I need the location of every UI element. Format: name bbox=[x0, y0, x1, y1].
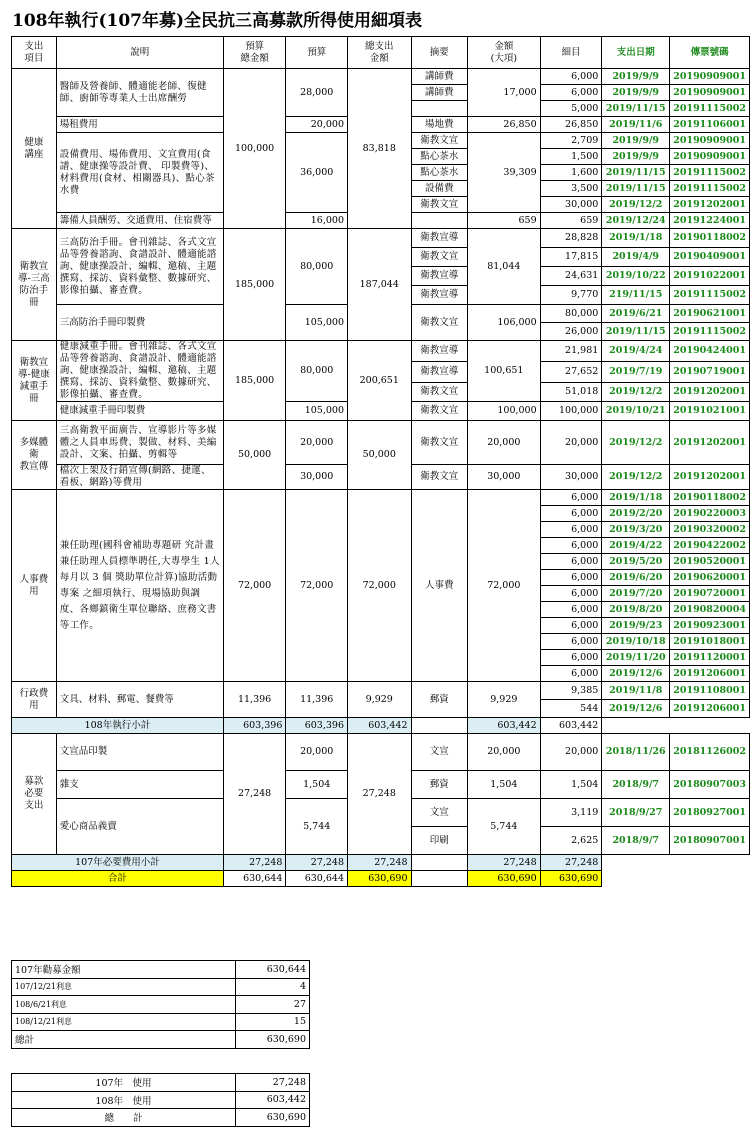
detail-cell: 51,018 bbox=[540, 383, 602, 402]
category-weightloss: 衛教宣 導-健康 減重手冊 bbox=[12, 341, 57, 421]
detail-cell: 6,000 bbox=[540, 650, 602, 666]
date-cell: 2019/7/19 bbox=[602, 362, 670, 383]
empty-cell bbox=[670, 871, 750, 887]
detail-cell: 6,000 bbox=[540, 69, 602, 85]
summary-cell: 點心茶水 bbox=[411, 165, 467, 181]
date-cell: 2019/2/20 bbox=[602, 506, 670, 522]
detail-cell: 1,500 bbox=[540, 149, 602, 165]
voucher-cell: 20190923001 bbox=[670, 618, 750, 634]
date-cell: 2019/12/6 bbox=[602, 700, 670, 718]
table-row bbox=[12, 1031, 310, 1049]
detail-cell: 30,000 bbox=[540, 465, 602, 490]
detail-cell: 30,000 bbox=[540, 197, 602, 213]
subtotal-budget-total: 603,396 bbox=[223, 718, 286, 734]
total-spent-cell: 27,248 bbox=[348, 734, 411, 855]
summary-cell: 衛教宣導 bbox=[411, 267, 467, 286]
table-row bbox=[12, 1013, 310, 1031]
amount-cell: 26,850 bbox=[467, 117, 540, 133]
date-cell: 2019/9/9 bbox=[602, 85, 670, 101]
date-cell: 2018/9/7 bbox=[602, 827, 670, 855]
date-cell: 2019/7/20 bbox=[602, 586, 670, 602]
header-amount: 金額 (大項) bbox=[467, 37, 540, 69]
empty-cell bbox=[602, 855, 670, 871]
budget-cell: 20,000 bbox=[286, 421, 348, 465]
summary-cell: 衛教宣導 bbox=[411, 341, 467, 362]
date-cell: 2019/11/15 bbox=[602, 101, 670, 117]
table-row bbox=[12, 341, 750, 362]
date-cell: 2019/10/21 bbox=[602, 402, 670, 421]
summary-cell bbox=[411, 101, 467, 117]
category-admin: 行政費用 bbox=[12, 682, 57, 718]
detail-cell: 3,500 bbox=[540, 181, 602, 197]
summary-cell: 衛教文宣 bbox=[411, 383, 467, 402]
budget-total-cell: 185,000 bbox=[223, 229, 286, 341]
summary-cell: 衛教宣導 bbox=[411, 229, 467, 248]
voucher-cell: 20190719001 bbox=[670, 362, 750, 383]
voucher-cell: 20190118002 bbox=[670, 490, 750, 506]
date-cell: 2019/1/18 bbox=[602, 490, 670, 506]
date-cell: 2019/8/20 bbox=[602, 602, 670, 618]
category-fundraising: 募款 必要 支出 bbox=[12, 734, 57, 855]
desc-cell: 場租費用 bbox=[56, 117, 223, 133]
summary-cell: 文宣 bbox=[411, 734, 467, 771]
voucher-cell: 20190620001 bbox=[670, 570, 750, 586]
detail-cell: 6,000 bbox=[540, 506, 602, 522]
total-spent-cell: 72,000 bbox=[348, 490, 411, 682]
desc-cell: 文具、材料、郵電、餐費等 bbox=[56, 682, 223, 718]
budget-cell: 36,000 bbox=[286, 133, 348, 213]
donation-value: 27 bbox=[236, 996, 310, 1014]
usage-value: 630,690 bbox=[236, 1109, 310, 1127]
subtotal-total-spent: 27,248 bbox=[348, 855, 411, 871]
desc-cell: 兼任助理(國科會補助專題研 究計畫兼任助理人員標準聘任,大專學生 1人每月以 3 個 獎助單位計算)協助活動專案 之細項執行、現場協助與調 度、各鄉鎮衛生單位聯絡、庶務文書等工作。 bbox=[56, 490, 223, 682]
desc-cell: 愛心商品義賣 bbox=[56, 799, 223, 855]
category-media: 多媒體衛 教宣傳 bbox=[12, 421, 57, 490]
empty-cell bbox=[411, 855, 467, 871]
donation-label: 108/6/21利息 bbox=[12, 996, 236, 1014]
desc-cell: 籌備人員酬勞、交通費用、住宿費等 bbox=[56, 213, 223, 229]
summary-cell: 衛教文宣 bbox=[411, 248, 467, 267]
date-cell: 2019/12/6 bbox=[602, 666, 670, 682]
subtotal-amount: 27,248 bbox=[467, 855, 540, 871]
detail-cell: 6,000 bbox=[540, 634, 602, 650]
voucher-cell: 20181126002 bbox=[670, 734, 750, 771]
total-row bbox=[12, 871, 750, 887]
empty-cell bbox=[602, 718, 670, 734]
voucher-cell: 20190720001 bbox=[670, 586, 750, 602]
date-cell: 2019/11/15 bbox=[602, 165, 670, 181]
table-row bbox=[12, 421, 750, 465]
subtotal-label: 108年執行小計 bbox=[12, 718, 224, 734]
detail-cell: 659 bbox=[540, 213, 602, 229]
voucher-cell: 20190909001 bbox=[670, 133, 750, 149]
header-budget-total: 預算 總金額 bbox=[223, 37, 286, 69]
voucher-cell: 20190220003 bbox=[670, 506, 750, 522]
total-detail: 630,690 bbox=[540, 871, 602, 887]
table-row bbox=[12, 682, 750, 700]
detail-cell: 6,000 bbox=[540, 586, 602, 602]
voucher-cell: 20190820004 bbox=[670, 602, 750, 618]
donation-table bbox=[11, 960, 310, 1049]
summary-cell: 衛教文宣 bbox=[411, 133, 467, 149]
summary-cell: 衛教文宣 bbox=[411, 421, 467, 465]
detail-cell: 2,625 bbox=[540, 827, 602, 855]
summary-cell: 衛教文宣 bbox=[411, 305, 467, 341]
expense-table bbox=[11, 36, 750, 887]
total-label: 合計 bbox=[12, 871, 224, 887]
summary-cell: 衛教宣導 bbox=[411, 286, 467, 305]
voucher-cell: 20191202001 bbox=[670, 383, 750, 402]
date-cell: 2019/6/20 bbox=[602, 570, 670, 586]
amount-cell: 5,744 bbox=[467, 799, 540, 855]
page-title: 108年執行(107年募)全民抗三高募款所得使用細項表 bbox=[12, 11, 423, 31]
date-cell: 2019/4/22 bbox=[602, 538, 670, 554]
desc-cell: 文宣品印製 bbox=[56, 734, 223, 771]
voucher-cell: 20191206001 bbox=[670, 666, 750, 682]
desc-cell: 健康減重手冊。會刊雜誌、各式文宣品等營養諮詢、食譜設計、體適能諮詢、健康操設計、編輯、邀稿、主題撰寫、採訪、資料彙整、數據研究、影像拍攝、審查費。 bbox=[56, 341, 223, 402]
detail-cell: 26,850 bbox=[540, 117, 602, 133]
amount-cell: 39,309 bbox=[467, 133, 540, 213]
summary-cell: 場地費 bbox=[411, 117, 467, 133]
voucher-cell: 20191115002 bbox=[670, 181, 750, 197]
detail-cell: 80,000 bbox=[540, 305, 602, 323]
voucher-cell: 20190909001 bbox=[670, 69, 750, 85]
total-budget: 630,644 bbox=[286, 871, 348, 887]
total-spent: 630,690 bbox=[348, 871, 411, 887]
desc-cell: 三高防治手冊。會刊雜誌、各式文宣品等營養諮詢、食譜設計、體適能諮詢、健康操設計、編輯、邀稿、主題撰寫、採訪、資料彙整、數據研究、影像拍攝、審查費。 bbox=[56, 229, 223, 305]
summary-cell: 講師費 bbox=[411, 85, 467, 101]
budget-cell: 11,396 bbox=[286, 682, 348, 718]
summary-cell bbox=[411, 213, 467, 229]
donation-value: 15 bbox=[236, 1013, 310, 1031]
detail-cell: 6,000 bbox=[540, 490, 602, 506]
voucher-cell: 20191206001 bbox=[670, 700, 750, 718]
detail-cell: 17,815 bbox=[540, 248, 602, 267]
summary-cell: 衛教文宣 bbox=[411, 465, 467, 490]
empty-cell bbox=[411, 871, 467, 887]
date-cell: 2019/9/23 bbox=[602, 618, 670, 634]
date-cell: 2019/11/15 bbox=[602, 181, 670, 197]
summary-cell: 設備費 bbox=[411, 181, 467, 197]
desc-cell: 設備費用、場佈費用、文宣費用(食譜、健康操等設計費、 印製費等)、材料費用(食材、相關器具)、點心茶水費 bbox=[56, 133, 223, 213]
detail-cell: 28,828 bbox=[540, 229, 602, 248]
budget-total-cell: 185,000 bbox=[223, 341, 286, 421]
detail-cell: 27,652 bbox=[540, 362, 602, 383]
voucher-cell: 20191018001 bbox=[670, 634, 750, 650]
date-cell: 2019/6/21 bbox=[602, 305, 670, 323]
amount-cell: 659 bbox=[467, 213, 540, 229]
date-cell: 2019/10/18 bbox=[602, 634, 670, 650]
table-row bbox=[12, 1091, 310, 1109]
detail-cell: 544 bbox=[540, 700, 602, 718]
summary-cell: 衛教文宣 bbox=[411, 197, 467, 213]
voucher-cell: 20180907001 bbox=[670, 827, 750, 855]
voucher-cell: 20190909001 bbox=[670, 149, 750, 165]
detail-cell: 2,709 bbox=[540, 133, 602, 149]
usage-value: 27,248 bbox=[236, 1074, 310, 1092]
date-cell: 2019/12/2 bbox=[602, 383, 670, 402]
voucher-cell: 20191120001 bbox=[670, 650, 750, 666]
date-cell: 2019/5/20 bbox=[602, 554, 670, 570]
date-cell: 2018/11/26 bbox=[602, 734, 670, 771]
detail-cell: 6,000 bbox=[540, 538, 602, 554]
donation-value: 4 bbox=[236, 978, 310, 996]
voucher-cell: 20190118002 bbox=[670, 229, 750, 248]
subtotal-amount: 603,442 bbox=[467, 718, 540, 734]
date-cell: 2019/11/8 bbox=[602, 682, 670, 700]
desc-cell: 三高衛教平面廣告、宣導影片等多媒體之人員車馬費、製做、材料、美編設計、文案、拍攝、剪輯等 bbox=[56, 421, 223, 465]
header-voucher: 傳票號碼 bbox=[670, 37, 750, 69]
amount-cell: 100,000 bbox=[467, 402, 540, 421]
usage-label: 107年 使用 bbox=[12, 1074, 236, 1092]
amount-cell: 9,929 bbox=[467, 682, 540, 718]
detail-cell: 1,600 bbox=[540, 165, 602, 181]
budget-total-cell: 11,396 bbox=[223, 682, 286, 718]
header-summary: 摘要 bbox=[411, 37, 467, 69]
donation-value: 630,690 bbox=[236, 1031, 310, 1049]
detail-cell: 1,504 bbox=[540, 771, 602, 799]
usage-label: 108年 使用 bbox=[12, 1091, 236, 1109]
budget-cell: 80,000 bbox=[286, 229, 348, 305]
voucher-cell: 20190621001 bbox=[670, 305, 750, 323]
detail-cell: 3,119 bbox=[540, 799, 602, 827]
summary-cell: 郵資 bbox=[411, 771, 467, 799]
table-row bbox=[12, 490, 750, 506]
desc-cell: 三高防治手冊印製費 bbox=[56, 305, 223, 341]
empty-cell bbox=[670, 718, 750, 734]
budget-total-cell: 50,000 bbox=[223, 421, 286, 490]
detail-cell: 20,000 bbox=[540, 734, 602, 771]
voucher-cell: 20190320002 bbox=[670, 522, 750, 538]
detail-cell: 24,631 bbox=[540, 267, 602, 286]
detail-cell: 9,385 bbox=[540, 682, 602, 700]
budget-cell: 20,000 bbox=[286, 734, 348, 771]
usage-value: 603,442 bbox=[236, 1091, 310, 1109]
amount-cell: 20,000 bbox=[467, 734, 540, 771]
summary-cell: 衛教文宣 bbox=[411, 402, 467, 421]
budget-cell: 28,000 bbox=[286, 69, 348, 117]
amount-cell: 17,000 bbox=[467, 69, 540, 117]
subtotal-107-row bbox=[12, 855, 750, 871]
voucher-cell: 20180907003 bbox=[670, 771, 750, 799]
date-cell: 2019/12/24 bbox=[602, 213, 670, 229]
empty-cell bbox=[602, 871, 670, 887]
total-spent-cell: 187,044 bbox=[348, 229, 411, 341]
total-budget-total: 630,644 bbox=[223, 871, 286, 887]
desc-cell: 檔次上架及行銷宣傳(網路、捷運、看板、網路)等費用 bbox=[56, 465, 223, 490]
subtotal-total-spent: 603,442 bbox=[348, 718, 411, 734]
total-spent-cell: 200,651 bbox=[348, 341, 411, 421]
budget-cell: 20,000 bbox=[286, 117, 348, 133]
date-cell: 2019/11/15 bbox=[602, 323, 670, 341]
detail-cell: 26,000 bbox=[540, 323, 602, 341]
header-date: 支出日期 bbox=[602, 37, 670, 69]
amount-cell: 106,000 bbox=[467, 305, 540, 341]
summary-cell: 講師費 bbox=[411, 69, 467, 85]
date-cell: 2019/4/9 bbox=[602, 248, 670, 267]
header-description: 說明 bbox=[56, 37, 223, 69]
voucher-cell: 20190409001 bbox=[670, 248, 750, 267]
subtotal-budget-total: 27,248 bbox=[223, 855, 286, 871]
budget-cell: 30,000 bbox=[286, 465, 348, 490]
total-amount: 630,690 bbox=[467, 871, 540, 887]
voucher-cell: 20190424001 bbox=[670, 341, 750, 362]
budget-cell: 80,000 bbox=[286, 341, 348, 402]
subtotal-label: 107年必要費用小計 bbox=[12, 855, 224, 871]
table-row bbox=[12, 69, 750, 85]
total-spent-cell: 50,000 bbox=[348, 421, 411, 490]
voucher-cell: 20191022001 bbox=[670, 267, 750, 286]
summary-cell: 印刷 bbox=[411, 827, 467, 855]
donation-label: 108/12/21利息 bbox=[12, 1013, 236, 1031]
voucher-cell: 20191106001 bbox=[670, 117, 750, 133]
budget-cell: 105,000 bbox=[286, 402, 348, 421]
date-cell: 2019/12/2 bbox=[602, 465, 670, 490]
category-handbook: 衛教宣 導-三高 防治手冊 bbox=[12, 229, 57, 341]
header-detail: 細目 bbox=[540, 37, 602, 69]
budget-cell: 1,504 bbox=[286, 771, 348, 799]
subtotal-detail: 27,248 bbox=[540, 855, 602, 871]
header-total-spent: 總支出 金額 bbox=[348, 37, 411, 69]
voucher-cell: 20191021001 bbox=[670, 402, 750, 421]
detail-cell: 6,000 bbox=[540, 666, 602, 682]
detail-cell: 6,000 bbox=[540, 570, 602, 586]
table-row bbox=[12, 229, 750, 248]
summary-cell: 點心茶水 bbox=[411, 149, 467, 165]
budget-cell: 72,000 bbox=[286, 490, 348, 682]
voucher-cell: 20191202001 bbox=[670, 197, 750, 213]
amount-cell: 1,504 bbox=[467, 771, 540, 799]
summary-cell: 郵資 bbox=[411, 682, 467, 718]
budget-total-cell: 27,248 bbox=[223, 734, 286, 855]
amount-cell: 100,651 bbox=[467, 341, 540, 402]
date-cell: 2019/12/2 bbox=[602, 197, 670, 213]
budget-cell: 16,000 bbox=[286, 213, 348, 229]
detail-cell: 9,770 bbox=[540, 286, 602, 305]
voucher-cell: 20191115002 bbox=[670, 101, 750, 117]
amount-cell: 20,000 bbox=[467, 421, 540, 465]
header-category: 支出 項目 bbox=[12, 37, 57, 69]
detail-cell: 20,000 bbox=[540, 421, 602, 465]
donation-label: 107/12/21利息 bbox=[12, 978, 236, 996]
voucher-cell: 20191115002 bbox=[670, 165, 750, 181]
table-row bbox=[12, 1074, 310, 1092]
header-row bbox=[12, 37, 750, 69]
voucher-cell: 20191202001 bbox=[670, 421, 750, 465]
date-cell: 2019/11/20 bbox=[602, 650, 670, 666]
detail-cell: 6,000 bbox=[540, 554, 602, 570]
usage-label: 總 計 bbox=[12, 1109, 236, 1127]
voucher-cell: 20190520001 bbox=[670, 554, 750, 570]
voucher-cell: 20190909001 bbox=[670, 85, 750, 101]
total-spent-cell: 83,818 bbox=[348, 69, 411, 229]
budget-cell: 105,000 bbox=[286, 305, 348, 341]
budget-cell: 5,744 bbox=[286, 799, 348, 855]
amount-cell: 81,044 bbox=[467, 229, 540, 305]
date-cell: 2019/10/22 bbox=[602, 267, 670, 286]
amount-cell: 30,000 bbox=[467, 465, 540, 490]
desc-cell: 雜支 bbox=[56, 771, 223, 799]
date-cell: 2019/3/20 bbox=[602, 522, 670, 538]
total-spent-cell: 9,929 bbox=[348, 682, 411, 718]
table-row bbox=[12, 1109, 310, 1127]
voucher-cell: 20191202001 bbox=[670, 465, 750, 490]
voucher-cell: 20191115002 bbox=[670, 286, 750, 305]
voucher-cell: 20190422002 bbox=[670, 538, 750, 554]
table-row bbox=[12, 961, 310, 979]
budget-total-cell: 100,000 bbox=[223, 69, 286, 229]
date-cell: 2019/11/6 bbox=[602, 117, 670, 133]
category-personnel: 人事費用 bbox=[12, 490, 57, 682]
voucher-cell: 20191224001 bbox=[670, 213, 750, 229]
date-cell: 2019/1/18 bbox=[602, 229, 670, 248]
detail-cell: 5,000 bbox=[540, 101, 602, 117]
donation-label: 總計 bbox=[12, 1031, 236, 1049]
date-cell: 2019/9/9 bbox=[602, 149, 670, 165]
subtotal-budget: 603,396 bbox=[286, 718, 348, 734]
table-row bbox=[12, 734, 750, 771]
donation-label: 107年勸募金額 bbox=[12, 961, 236, 979]
date-cell: 2019/9/9 bbox=[602, 133, 670, 149]
detail-cell: 6,000 bbox=[540, 85, 602, 101]
summary-cell: 人事費 bbox=[411, 490, 467, 682]
detail-cell: 6,000 bbox=[540, 618, 602, 634]
voucher-cell: 20191115002 bbox=[670, 323, 750, 341]
date-cell: 2019/4/24 bbox=[602, 341, 670, 362]
date-cell: 219/11/15 bbox=[602, 286, 670, 305]
desc-cell: 醫師及營養師、體適能老師、復健師、廚師等專業人士出席酬勞 bbox=[56, 69, 223, 117]
date-cell: 2018/9/27 bbox=[602, 799, 670, 827]
detail-cell: 21,981 bbox=[540, 341, 602, 362]
table-row bbox=[12, 978, 310, 996]
empty-cell bbox=[670, 855, 750, 871]
detail-cell: 6,000 bbox=[540, 522, 602, 538]
date-cell: 2019/9/9 bbox=[602, 69, 670, 85]
donation-value: 630,644 bbox=[236, 961, 310, 979]
voucher-cell: 20180927001 bbox=[670, 799, 750, 827]
detail-cell: 100,000 bbox=[540, 402, 602, 421]
desc-cell: 健康減重手冊印製費 bbox=[56, 402, 223, 421]
category-health-lecture: 健康 講座 bbox=[12, 69, 57, 229]
table-row bbox=[12, 996, 310, 1014]
voucher-cell: 20191108001 bbox=[670, 682, 750, 700]
date-cell: 2018/9/7 bbox=[602, 771, 670, 799]
subtotal-detail: 603,442 bbox=[540, 718, 602, 734]
usage-table bbox=[11, 1073, 310, 1127]
budget-total-cell: 72,000 bbox=[223, 490, 286, 682]
header-budget: 預算 bbox=[286, 37, 348, 69]
amount-cell: 72,000 bbox=[467, 490, 540, 682]
summary-cell: 衛教宣導 bbox=[411, 362, 467, 383]
empty-cell bbox=[411, 718, 467, 734]
subtotal-108-row bbox=[12, 718, 750, 734]
detail-cell: 6,000 bbox=[540, 602, 602, 618]
summary-cell: 文宣 bbox=[411, 799, 467, 827]
subtotal-budget: 27,248 bbox=[286, 855, 348, 871]
date-cell: 2019/12/2 bbox=[602, 421, 670, 465]
